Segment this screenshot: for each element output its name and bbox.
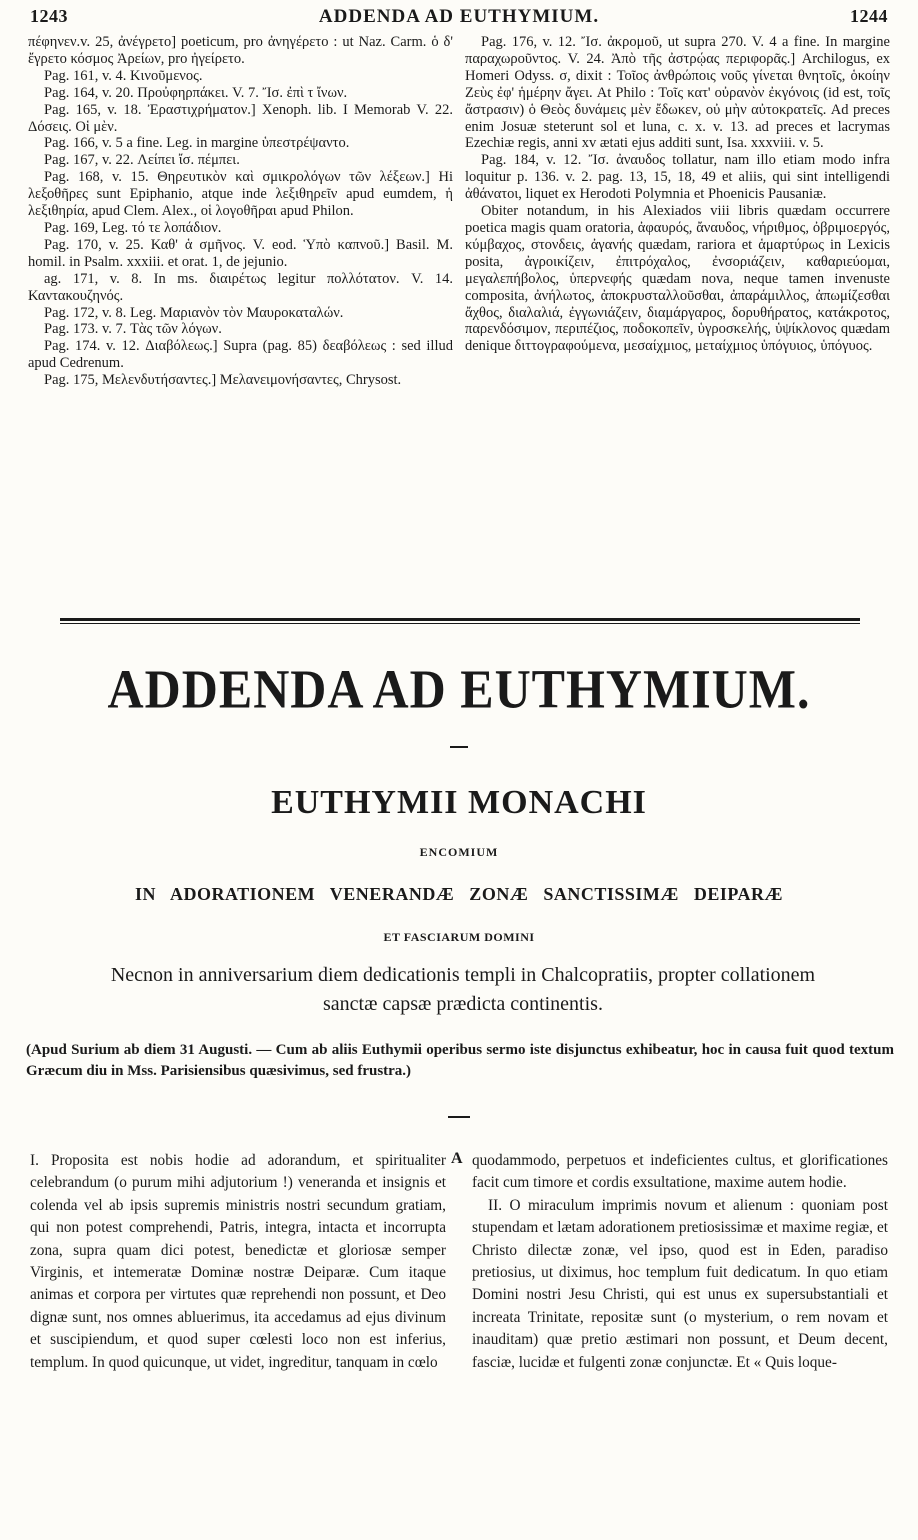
- text-dash: [448, 1116, 470, 1118]
- encomium-label: ENCOMIUM: [419, 845, 499, 859]
- note-paragraph: πέφηνεν.v. 25, ἀνέγρετο] poeticum, pro ἀνηγέρετο : ut Naz. Carm. ὁ δ' ἔγρετο κόσμος Ἀρείων, pro ἠγείρετο.: [28, 34, 453, 67]
- note-paragraph: Pag. 169, Leg. τό τε λοπάδιον.: [44, 219, 222, 236]
- subtitle-dedication: Necnon in anniversarium diem dedicationis templi in Chalcopratiis, propter collationem sanctæ capsæ prædicta continentis.: [110, 964, 816, 1015]
- body-paragraph: II. O miraculum imprimis novum et alienum : quoniam post stupendam et lætam adorationem pretiosissimæ et maxime regiæ, et Christo dilectæ zonæ, vel ipso, quod est in Eden, paradiso pretiosius, ut diximus, hoc templum fuit dedicatum. In quo etiam Domini nostri Jesu Christi, qui est unus ex supersubstantiali et increata Trinitate, repositæ sunt (o mysterium, o rem novam et inauditam) quæ pretio æstimari non possunt, et Deum decent, fasciæ, lucidæ et fulgenti zonæ conjunctæ. Et « Quis loque-: [472, 1196, 888, 1371]
- note-paragraph: Pag. 168, v. 15. Θηρευτικὸν καὶ σμικρολόγων τῶν λέξεων.] Hi λεξοθῆρες sunt Epiphanio, atque inde λεξιθηρεῖν apud eumdem, ἡ λεξιθηρία, apud Clem. Alex., οἱ λογοθῆραι apud Philon.: [28, 169, 453, 220]
- body-text: [30, 1150, 888, 1530]
- note-paragraph: Obiter notandum, in his Alexiados viii libris quædam occurrere poetica magis quam oratoria, ἀφαυρός, ἄναυδος, νήριθμος, ὀβριμοεργός, κύμβαχος, στονδεις, ἀγανής quædam, rariora et ἁμαρτύρως in Lexicis posita, ἀγροικίζειν, ἐπιτρόχαλος, ἐνσοριάζειν, καθαριεύομαι, μεγαλεπήβολος, ὑπερνεφής quædam nova, neque tamen invenuste composita, ἀνήλωτος, ἀποκρυσταλλοῦσθαι, ἀπαράμιλλος, ἀπωμίζεσθαι ἄχθος, διαλαλιά, ἐγγωνιάζειν, διαμάργαρος, δορυθήρατος, κατάκροτος, παρενδόσιμον, περιπέζιος, ποδοκοπεῖν, ὑγροσκελής, ὑψίκλονος quædam denique διττογραφούμενα, μεσαίχμιος, μεταίχμιος ὑπόγυιος, ὑπόγυος.: [465, 203, 890, 355]
- subtitle-zone: IN ADORATIONEM VENERANDÆ ZONÆ SANCTISSIMÆ DEIPARÆ: [134, 884, 784, 904]
- subtitle-fasciae: ET FASCIARUM DOMINI: [383, 930, 535, 944]
- running-title: ADDENDA AD EUTHYMIUM.: [318, 6, 600, 27]
- marginal-letter: A: [451, 1150, 463, 1167]
- body-left-column: [30, 1150, 446, 1530]
- note-paragraph: Pag. 161, v. 4. Κινοῦμενος.: [44, 67, 203, 84]
- note-paragraph: Pag. 174. v. 12. Διαβόλεως.] Supra (pag. 85) δεαβόλεως : sed illud apud Cedrenum.: [28, 338, 453, 372]
- running-head: [30, 6, 888, 32]
- note-paragraph: Pag. 172, v. 8. Leg. Μαριανὸν τὸν Μαυροκαταλών.: [44, 304, 344, 321]
- addenda-notes: [28, 34, 890, 572]
- note-paragraph: Pag. 173. v. 7. Τὰς τῶν λόγων.: [44, 321, 222, 338]
- notes-left-column: [28, 34, 453, 572]
- notes-right-column: [465, 34, 890, 572]
- note-paragraph: Pag. 166, v. 5 a fine. Leg. in margine ὑπεστρέψαντο.: [44, 135, 350, 152]
- body-paragraph: I. Proposita est nobis hodie ad adorandum, et spiritualiter celebrandum (o purum mihi adjutorium !) veneranda et insignis et colenda vel ab ipsis supremis ministris nostri secundum gratiam, qui non potest comprehendi, Patris, integra, intacta et incorrupta zona, supra quam dici potest, benedictæ et gloriosæ semper Virginis, et intemeratæ Dominæ nostræ Deiparæ. Cum itaque animas et corpora per virtutes quæ reprehendi non possunt, et Deo dignæ sunt, nos omnes abluerimus, ita accedamus ad ejus divinum et suscipiendum, et quod super cœlesti loco non est inferius, templum. In quod quicunque, ut videt, ingreditur, tanquam in cœlo: [30, 1152, 446, 1371]
- note-paragraph: Pag. 165, v. 18. Ἐραστιχρήματον.] Xenoph. lib. I Memorab V. 22. Δόσεις. Οἱ μὲν.: [28, 101, 453, 135]
- title-dash: [450, 746, 468, 748]
- body-paragraph: quodammodo, perpetuos et indeficientes cultus, et glorificationes facit cum timore et cordis exsultatione, maxime autem hodie.: [472, 1152, 888, 1192]
- note-paragraph: Pag. 167, v. 22. Λείπει ἴσ. πέμπει.: [44, 152, 240, 169]
- source-note: (Apud Surium ab diem 31 Augusti. — Cum ab aliis Euthymii operibus sermo iste disjunctus exhibeatur, hoc in causa fuit quod textum Græcum diu in Mss. Parisiensibus quæsivimus, sed frustra.): [26, 1042, 894, 1079]
- body-right-column: [472, 1150, 888, 1530]
- section-title: ADDENDA AD EUTHYMIUM.: [107, 658, 811, 720]
- note-paragraph: Pag. 175, Μελενδυτήσαντες.] Μελανειμονήσαντες, Chrysost.: [44, 372, 402, 389]
- section-divider: [60, 618, 860, 624]
- page-number-left: 1243: [30, 6, 68, 26]
- note-paragraph: ag. 171, v. 8. In ms. διαιρέτως legitur πολλότατον. V. 14. Καντακουζηνός.: [28, 270, 453, 304]
- page-number-right: 1244: [850, 6, 888, 26]
- note-paragraph: Pag. 176, v. 12. Ἴσ. ἀκρομοῦ, ut supra 270. V. 4 a fine. In margine παραχωροῦντος. V. 24. Ἀπὸ τῆς ἀστρῴας περιφορᾶς.] Archilogus, ex Homeri Odyss. σ, dixit : Τοῖος ἀνθρώποις νοῦς γίνεται θνητοῖς, ὁκοίην Ζεὺς ἐφ' ἡμέρην ἄγει. At Philo : Τοῖς κατ' οὐρανὸν ἐκγόνοις (id est, τοῖς ἄστρασιν) ὁ Θεὸς δυνάμεις μὲν ἔδωκεν, οὐ μὴν αὐτοκρατεῖς. Ad preces enim Josuæ steterunt sol et luna, c. x. v. 13. ad preces et lacrymas Ezechiæ regis, anni xv ætati ejus additi sunt, Isa. xxxviii. v. 5.: [465, 34, 890, 152]
- work-title: EUTHYMII MONACHI: [271, 784, 647, 821]
- note-paragraph: Pag. 184, v. 12. Ἴσ. ἀναυδος tollatur, nam illo etiam modo infra loquitur p. 136. v. 2. pag. 13, 15, 18, 49 et aliis, qui sint intelligendi ἀθάνατοι, liquet ex Herodoti Polymnia et Phoenicis Pausaniæ.: [465, 152, 890, 203]
- note-paragraph: Pag. 170, v. 25. Καθ' ἁ σμῆνος. V. eod. Ὑπὸ καπνοῦ.] Basil. M. homil. in Psalm. xxxiii. et orat. 1, de jejunio.: [28, 236, 453, 270]
- note-paragraph: Pag. 164, v. 20. Προὐφηρπάκει. V. 7. Ἴσ. ἐπὶ τ ἴνων.: [44, 84, 348, 101]
